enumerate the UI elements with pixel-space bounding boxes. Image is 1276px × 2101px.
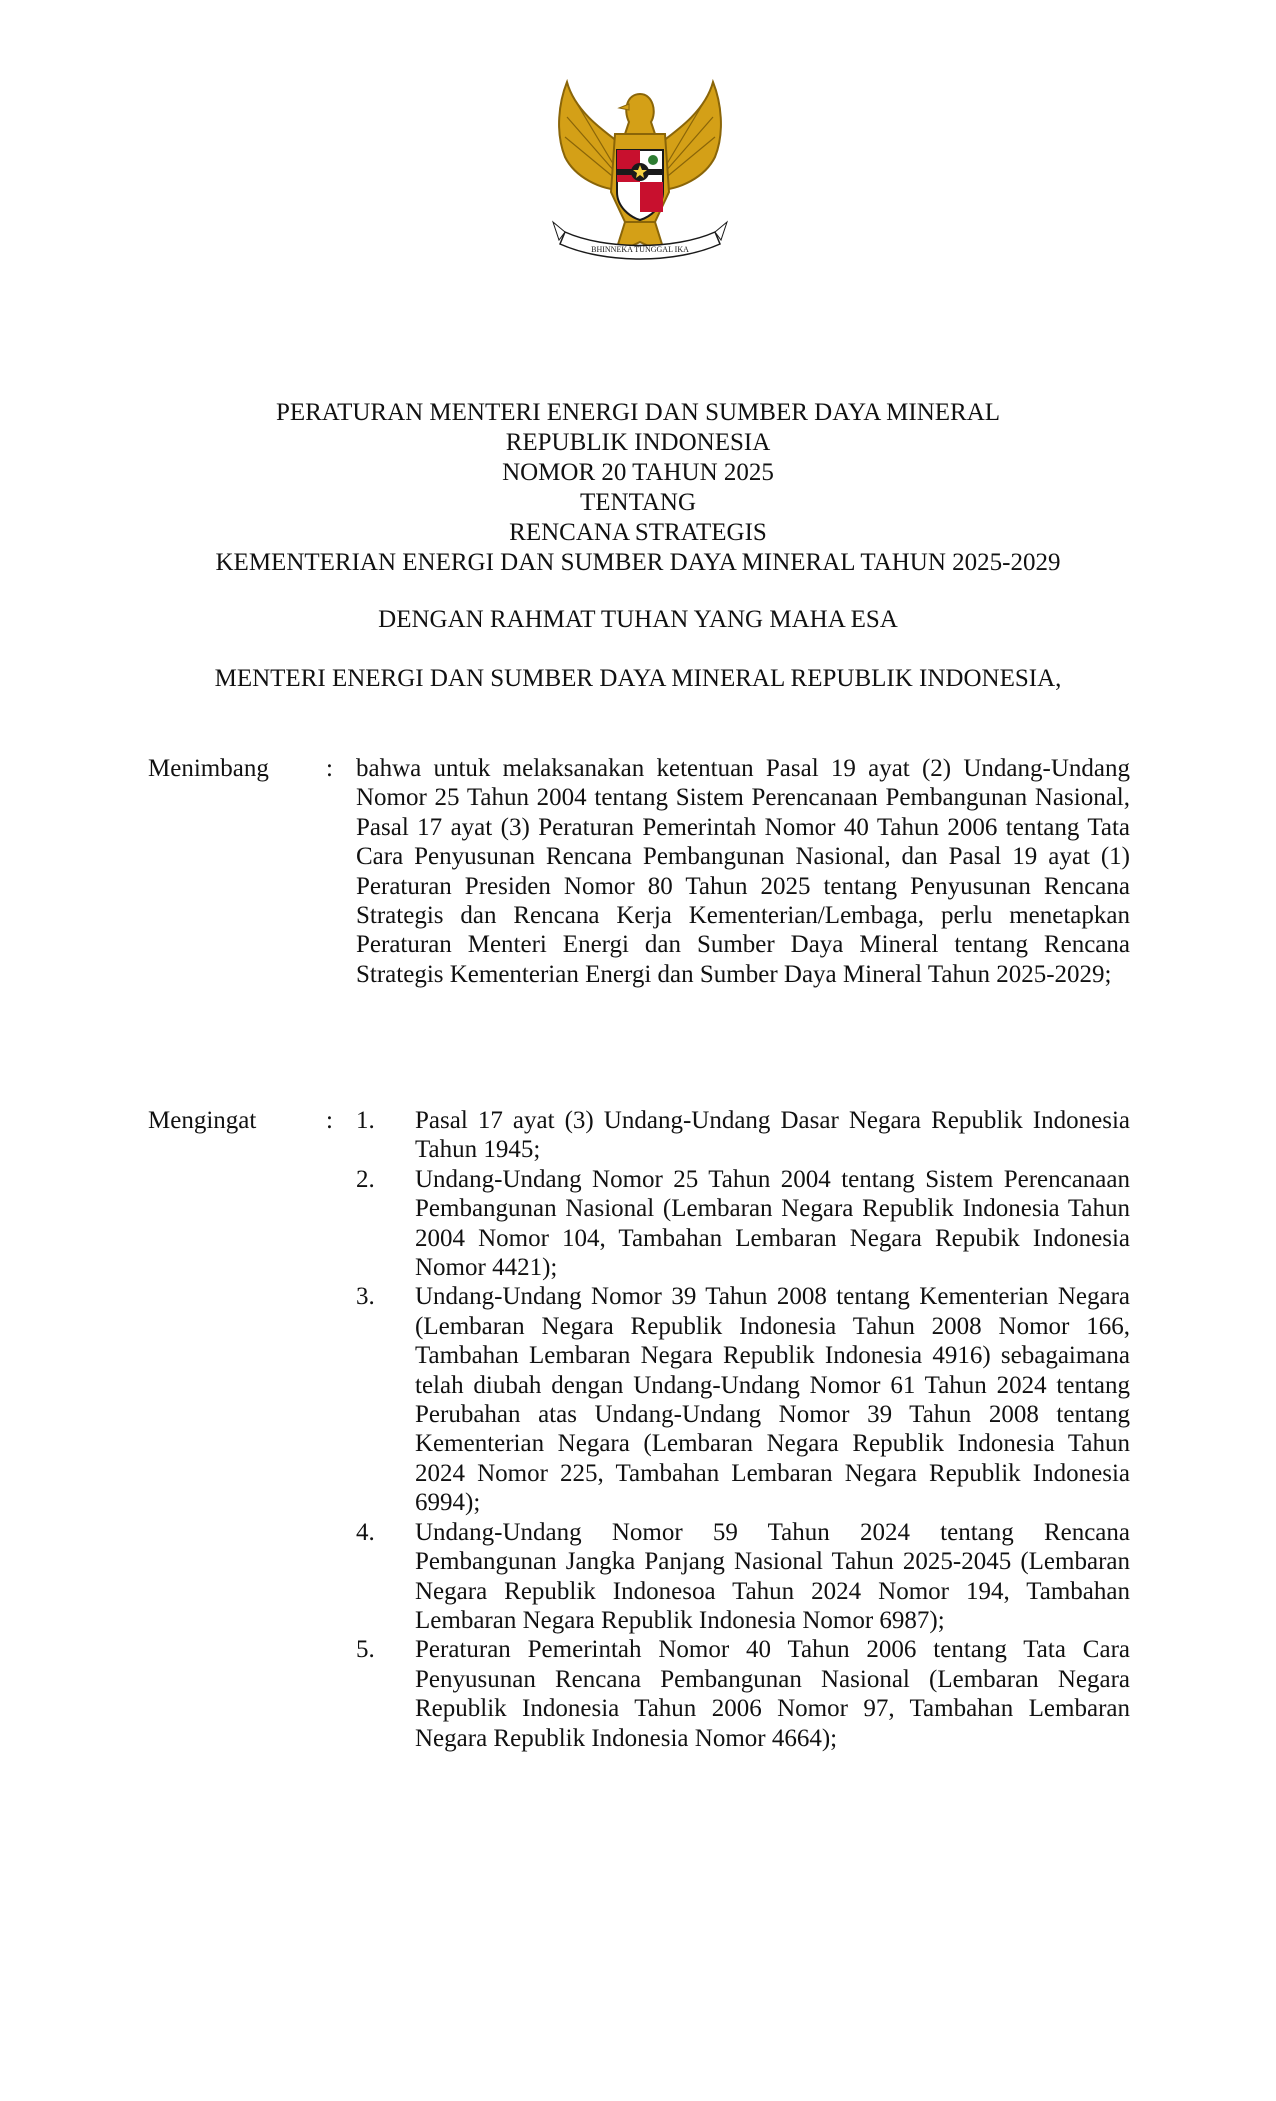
list-item xyxy=(356,1165,1130,1283)
item-number: 1. xyxy=(356,1107,375,1134)
item-text: Undang-Undang Nomor 39 Tahun 2008 tentang Kementerian Negara (Lembaran Negara Republik Indonesia Tahun 2008 Nomor 166, Tambahan Lembaran Negara Republik Indonesia 4916) sebagaimana telah diubah dengan Undang-Undang Nomor 61 Tahun 2024 tentang Perubahan atas Undang-Undang Nomor 39 Tahun 2008 tentang Kementerian Negara (Lembaran Negara Republik Indonesia Tahun 2024 Nomor 225, Tambahan Lembaran Negara Republik Indonesia 6994); xyxy=(415,1283,1130,1517)
mengingat-label: Mengingat xyxy=(148,1107,257,1134)
title-line: KEMENTERIAN ENERGI DAN SUMBER DAYA MINERAL TAHUN 2025-2029 xyxy=(215,549,1061,576)
title-line: TENTANG xyxy=(579,489,697,516)
invocation: DENGAN RAHMAT TUHAN YANG MAHA ESA xyxy=(378,606,898,633)
item-number: 5. xyxy=(356,1636,375,1664)
mengingat-section xyxy=(148,1106,1130,1753)
menimbang-text: bahwa untuk melaksanakan ketentuan Pasal 19 ayat (2) Undang-Undang Nomor 25 Tahun 2004 tentang Sistem Perencanaan Pembangunan Nasional, Pasal 17 ayat (3) Peraturan Pemerintah Nomor 40 Tahun 2006 tentang Tata Cara Penyusunan Rencana Pembangunan Nasional, dan Pasal 19 ayat (1) Peraturan Presiden Nomor 80 Tahun 2025 tentang Penyusunan Rencana Strategis dan Rencana Kerja Kementerian/Lembaga, perlu menetapkan Peraturan Menteri Energi dan Sumber Daya Mineral tentang Rencana Strategis Kementerian Energi dan Sumber Daya Mineral Tahun 2025-2029; xyxy=(356,755,1130,988)
issuer: MENTERI ENERGI DAN SUMBER DAYA MINERAL REPUBLIK INDONESIA, xyxy=(214,665,1062,692)
list-item xyxy=(356,1635,1130,1753)
list-item xyxy=(356,1282,1130,1517)
colon: : xyxy=(326,755,333,782)
title-line: PERATURAN MENTERI ENERGI DAN SUMBER DAYA MINERAL xyxy=(275,399,1001,426)
garuda-pancasila-emblem xyxy=(545,72,735,277)
svg-text:BHINNEKA TUNGGAL IKA: BHINNEKA TUNGGAL IKA xyxy=(591,245,689,254)
list-item xyxy=(356,1518,1130,1636)
title-line: REPUBLIK INDONESIA xyxy=(505,429,771,456)
item-number: 4. xyxy=(356,1518,375,1546)
item-text: Peraturan Pemerintah Nomor 40 Tahun 2006 tentang Tata Cara Penyusunan Rencana Pembangunan Nasional (Lembaran Negara Republik Indonesia Tahun 2006 Nomor 97, Tambahan Lembaran Negara Republik Indonesia Nomor 4664); xyxy=(415,1636,1130,1752)
item-text: Pasal 17 ayat (3) Undang-Undang Dasar Negara Republik Indonesia Tahun 1945; xyxy=(415,1107,1130,1164)
regulation-title xyxy=(0,398,1276,578)
menimbang-section xyxy=(148,754,1130,989)
item-number: 2. xyxy=(356,1165,375,1193)
item-text: Undang-Undang Nomor 59 Tahun 2024 tentang Rencana Pembangunan Jangka Panjang Nasional Tahun 2025-2045 (Lembaran Negara Republik Indonesoa Tahun 2024 Nomor 194, Tambahan Lembaran Negara Republik Indonesia Nomor 6987); xyxy=(415,1518,1130,1634)
item-text: Undang-Undang Nomor 25 Tahun 2004 tentang Sistem Perencanaan Pembangunan Nasional (Lembaran Negara Republik Indonesia Tahun 2004 Nomor 104, Tambahan Lembaran Negara Repubik Indonesia Nomor 4421); xyxy=(415,1165,1130,1282)
title-line: NOMOR 20 TAHUN 2025 xyxy=(502,459,774,486)
item-number: 3. xyxy=(356,1283,375,1311)
colon: : xyxy=(326,1107,333,1134)
list-item xyxy=(356,1106,1130,1165)
menimbang-label: Menimbang xyxy=(148,755,269,782)
title-line: RENCANA STRATEGIS xyxy=(509,519,767,546)
